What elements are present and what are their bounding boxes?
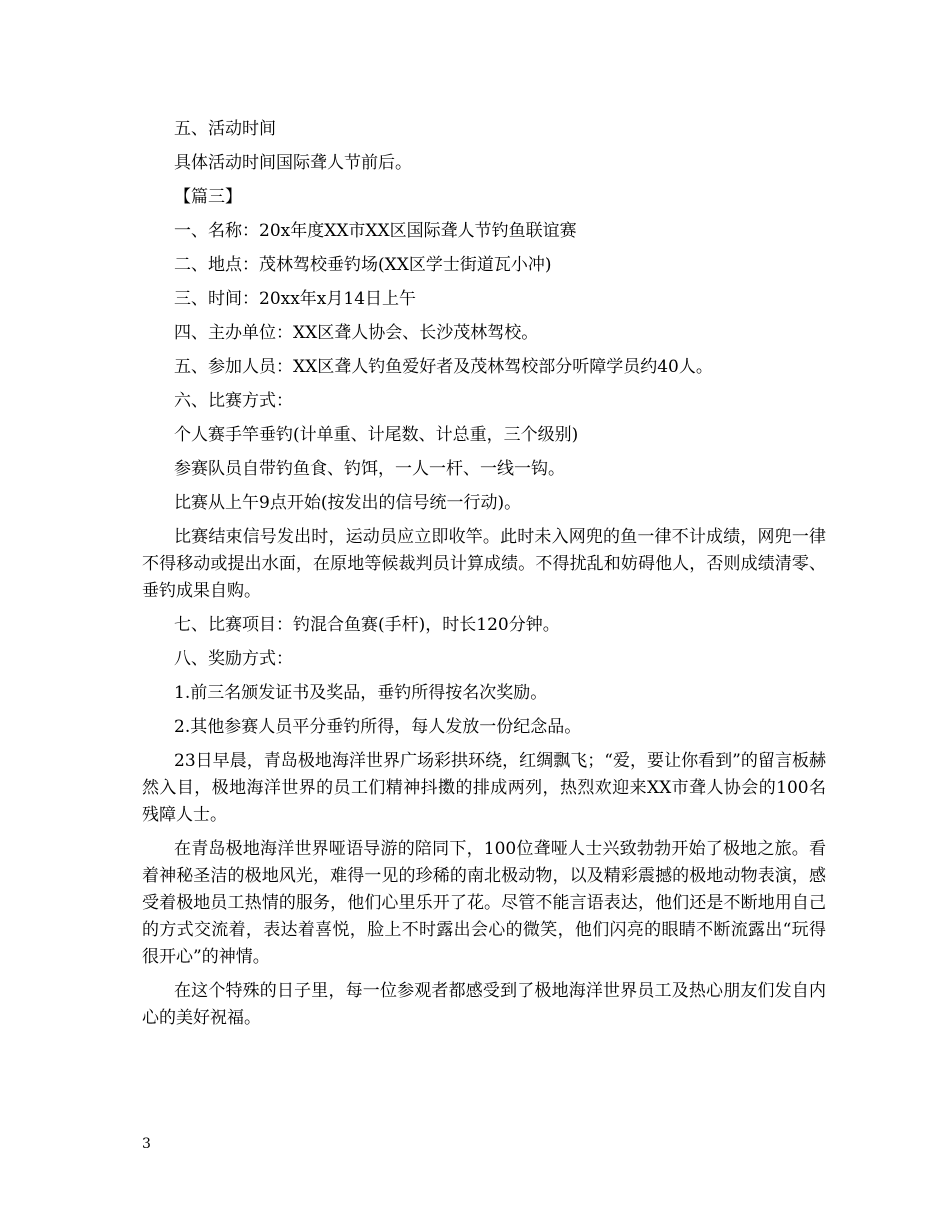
event-participants: 五、参加人员：XX区聋人钓鱼爱好者及茂林驾校部分听障学员约40人。 [174,357,713,377]
competition-method-individual: 个人赛手竿垂钓(计单重、计尾数、计总重，三个级别) [174,425,579,445]
competition-method-heading: 六、比赛方式： [174,391,293,411]
award-item-2: 2.其他参赛人员平分垂钓所得，每人发放一份纪念品。 [174,717,582,737]
competition-method-equipment: 参赛队员自带钓鱼食、钓饵，一人一杆、一线一钩。 [174,459,565,479]
event-organizers: 四、主办单位：XX区聋人协会、长沙茂林驾校。 [174,323,539,343]
competition-method-end: 比赛结束信号发出时，运动员应立即收竿。此时未入网兜的鱼一律不计成绩，网兜一律不得移动或提出水面，在原地等候裁判员计算成绩。不得扰乱和妨碍他人，否则成绩清零、垂钓成果自购。 [142,527,826,601]
document-body [142,116,826,1039]
page-number: 3 [142,1136,151,1152]
section-five-heading: 五、活动时间 [174,119,276,139]
competition-method-start: 比赛从上午9点开始(按发出的信号统一行动)。 [174,493,522,513]
news-paragraph-1: 23日早晨，青岛极地海洋世界广场彩拱环绕，红绸飘飞；“爱，要让你看到”的留言板赫然入目，极地海洋世界的员工们精神抖擞的排成两列，热烈欢迎来XX市聋人协会的100名残障人士。 [142,751,826,825]
event-time: 三、时间：20xx年x月14日上午 [174,289,417,309]
event-name: 一、名称：20x年度XX市XX区国际聋人节钓鱼联谊赛 [174,221,577,241]
part-three-heading: 【篇三】 [174,187,242,207]
award-method-heading: 八、奖励方式： [174,649,293,669]
news-paragraph-3: 在这个特殊的日子里，每一位参观者都感受到了极地海洋世界员工及热心朋友们发自内心的美好祝福。 [142,981,826,1028]
event-location: 二、地点：茂林驾校垂钓场(XX区学士街道瓦小冲) [174,255,552,275]
news-paragraph-2: 在青岛极地海洋世界哑语导游的陪同下，100位聋哑人士兴致勃勃开始了极地之旅。看着神秘圣洁的极地风光，难得一见的珍稀的南北极动物，以及精彩震撼的极地动物表演，感受着极地员工热情的服务，他们心里乐开了花。尽管不能言语表达，他们还是不断地用自己的方式交流着，表达着喜悦，脸上不时露出会心的微笑，他们闪亮的眼睛不断流露出“玩得很开心”的神情。 [142,839,826,967]
award-item-1: 1.前三名颁发证书及奖品，垂钓所得按名次奖励。 [174,683,548,703]
activity-time-text: 具体活动时间国际聋人节前后。 [174,153,412,173]
competition-event: 七、比赛项目：钓混合鱼赛(手杆)，时长120分钟。 [174,615,560,635]
